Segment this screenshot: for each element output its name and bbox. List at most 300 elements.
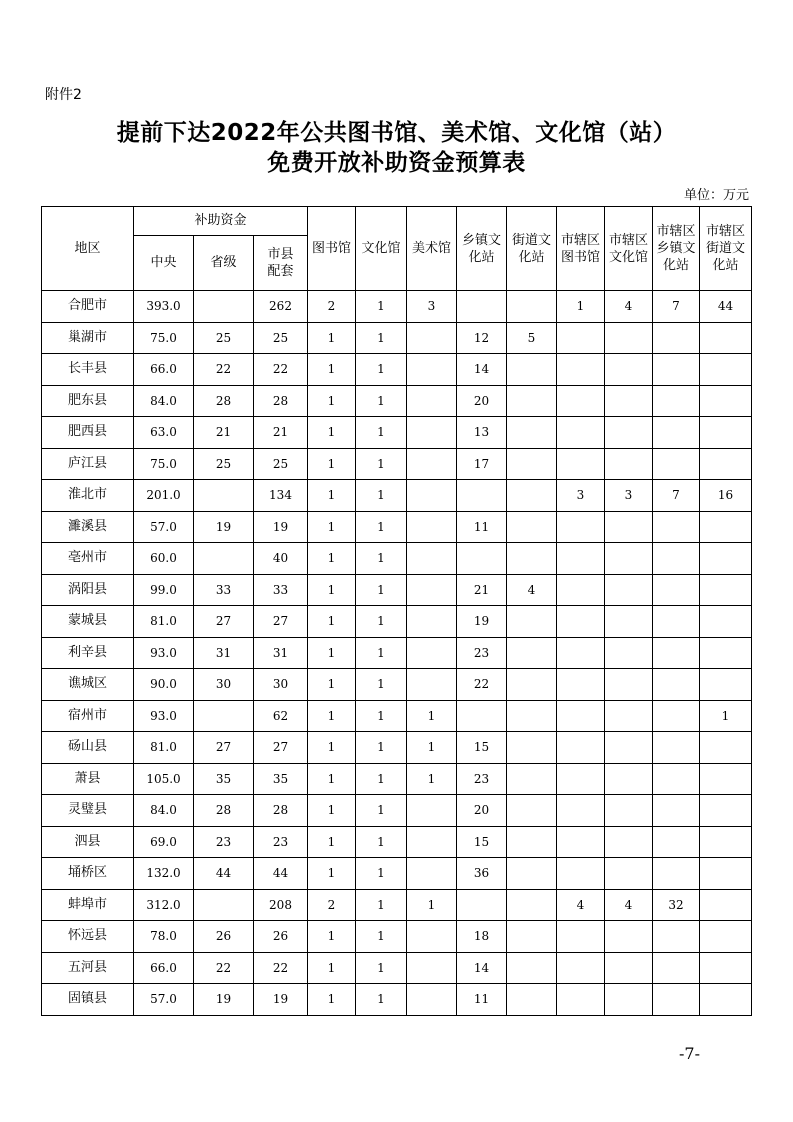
cell-central: 81.0 xyxy=(134,732,194,764)
cell-district-library xyxy=(557,606,605,638)
cell-provincial: 19 xyxy=(194,984,254,1016)
cell-district-culture: 3 xyxy=(605,480,653,512)
cell-provincial: 23 xyxy=(194,826,254,858)
cell-central: 63.0 xyxy=(134,417,194,449)
cell-region: 五河县 xyxy=(42,952,134,984)
cell-library: 1 xyxy=(308,984,356,1016)
cell-culture-center: 1 xyxy=(356,795,407,827)
cell-township-station xyxy=(457,291,507,323)
cell-street-station xyxy=(507,700,557,732)
cell-district-library xyxy=(557,732,605,764)
table-row xyxy=(42,511,752,543)
table-row xyxy=(42,574,752,606)
cell-central: 84.0 xyxy=(134,795,194,827)
table-row xyxy=(42,732,752,764)
cell-central: 99.0 xyxy=(134,574,194,606)
cell-district-library xyxy=(557,511,605,543)
cell-culture-center: 1 xyxy=(356,732,407,764)
cell-central: 81.0 xyxy=(134,606,194,638)
cell-art-museum xyxy=(407,858,457,890)
cell-provincial: 22 xyxy=(194,952,254,984)
title-line-2: 免费开放补助资金预算表 xyxy=(267,150,526,176)
cell-central: 93.0 xyxy=(134,700,194,732)
cell-central: 132.0 xyxy=(134,858,194,890)
cell-provincial: 31 xyxy=(194,637,254,669)
cell-township-station: 22 xyxy=(457,669,507,701)
table-row xyxy=(42,669,752,701)
cell-region: 濉溪县 xyxy=(42,511,134,543)
cell-provincial xyxy=(194,291,254,323)
table-row xyxy=(42,984,752,1016)
cell-central: 75.0 xyxy=(134,448,194,480)
cell-city-county: 44 xyxy=(254,858,308,890)
cell-art-museum xyxy=(407,511,457,543)
cell-culture-center: 1 xyxy=(356,385,407,417)
cell-district-township xyxy=(653,511,700,543)
table-row xyxy=(42,480,752,512)
title-line-1: 提前下达2022年公共图书馆、美术馆、文化馆（站） xyxy=(116,120,677,146)
cell-central: 69.0 xyxy=(134,826,194,858)
cell-township-station: 19 xyxy=(457,606,507,638)
table-row xyxy=(42,637,752,669)
cell-district-street xyxy=(700,385,752,417)
cell-district-street xyxy=(700,637,752,669)
cell-street-station: 4 xyxy=(507,574,557,606)
header-city-county: 市县 配套 xyxy=(254,236,308,291)
cell-culture-center: 1 xyxy=(356,417,407,449)
page-number: -7- xyxy=(679,1044,700,1063)
cell-district-library xyxy=(557,984,605,1016)
cell-city-county: 19 xyxy=(254,984,308,1016)
cell-region: 长丰县 xyxy=(42,354,134,386)
cell-culture-center: 1 xyxy=(356,984,407,1016)
cell-region: 砀山县 xyxy=(42,732,134,764)
cell-art-museum xyxy=(407,574,457,606)
cell-art-museum xyxy=(407,669,457,701)
cell-region: 萧县 xyxy=(42,763,134,795)
header-central: 中央 xyxy=(134,236,194,291)
cell-culture-center: 1 xyxy=(356,322,407,354)
cell-township-station: 13 xyxy=(457,417,507,449)
cell-district-street xyxy=(700,984,752,1016)
table-row xyxy=(42,952,752,984)
cell-district-street xyxy=(700,511,752,543)
cell-culture-center: 1 xyxy=(356,574,407,606)
cell-city-county: 19 xyxy=(254,511,308,543)
cell-provincial: 25 xyxy=(194,322,254,354)
cell-city-county: 27 xyxy=(254,606,308,638)
cell-township-station xyxy=(457,700,507,732)
cell-art-museum xyxy=(407,826,457,858)
header-district-street: 市辖区 街道文 化站 xyxy=(700,207,752,291)
cell-provincial: 44 xyxy=(194,858,254,890)
cell-region: 怀远县 xyxy=(42,921,134,953)
cell-provincial: 33 xyxy=(194,574,254,606)
attachment-label: 附件2 xyxy=(45,87,82,103)
cell-art-museum xyxy=(407,637,457,669)
cell-district-township xyxy=(653,354,700,386)
table-row xyxy=(42,795,752,827)
header-township-station: 乡镇文 化站 xyxy=(457,207,507,291)
header-district-township: 市辖区 乡镇文 化站 xyxy=(653,207,700,291)
cell-library: 1 xyxy=(308,795,356,827)
cell-township-station xyxy=(457,543,507,575)
cell-township-station: 15 xyxy=(457,732,507,764)
cell-art-museum xyxy=(407,921,457,953)
cell-art-museum xyxy=(407,385,457,417)
cell-culture-center: 1 xyxy=(356,637,407,669)
cell-provincial: 22 xyxy=(194,354,254,386)
cell-district-township: 32 xyxy=(653,889,700,921)
cell-street-station xyxy=(507,511,557,543)
cell-culture-center: 1 xyxy=(356,480,407,512)
cell-street-station xyxy=(507,606,557,638)
unit-label: 单位：万元 xyxy=(683,188,749,203)
cell-city-county: 25 xyxy=(254,322,308,354)
cell-district-culture xyxy=(605,637,653,669)
cell-region: 固镇县 xyxy=(42,984,134,1016)
cell-city-county: 62 xyxy=(254,700,308,732)
cell-district-township xyxy=(653,637,700,669)
cell-central: 393.0 xyxy=(134,291,194,323)
table-row xyxy=(42,889,752,921)
cell-region: 肥西县 xyxy=(42,417,134,449)
cell-culture-center: 1 xyxy=(356,543,407,575)
cell-district-library xyxy=(557,417,605,449)
cell-township-station xyxy=(457,889,507,921)
header-provincial: 省级 xyxy=(194,236,254,291)
cell-street-station xyxy=(507,732,557,764)
cell-street-station xyxy=(507,543,557,575)
cell-street-station xyxy=(507,448,557,480)
table-row xyxy=(42,448,752,480)
cell-region: 宿州市 xyxy=(42,700,134,732)
table-row xyxy=(42,606,752,638)
cell-township-station: 14 xyxy=(457,952,507,984)
cell-street-station xyxy=(507,889,557,921)
table-row xyxy=(42,921,752,953)
cell-street-station xyxy=(507,637,557,669)
cell-district-culture xyxy=(605,700,653,732)
cell-provincial: 26 xyxy=(194,921,254,953)
table-row xyxy=(42,417,752,449)
cell-library: 1 xyxy=(308,385,356,417)
cell-culture-center: 1 xyxy=(356,511,407,543)
cell-district-street xyxy=(700,322,752,354)
cell-culture-center: 1 xyxy=(356,448,407,480)
cell-library: 1 xyxy=(308,952,356,984)
cell-culture-center: 1 xyxy=(356,889,407,921)
cell-region: 埇桥区 xyxy=(42,858,134,890)
cell-district-street xyxy=(700,669,752,701)
header-subsidy-group: 补助资金 xyxy=(134,207,308,236)
cell-city-county: 35 xyxy=(254,763,308,795)
cell-provincial: 35 xyxy=(194,763,254,795)
cell-library: 1 xyxy=(308,322,356,354)
cell-street-station xyxy=(507,480,557,512)
cell-region: 谯城区 xyxy=(42,669,134,701)
table-row xyxy=(42,858,752,890)
cell-district-culture xyxy=(605,417,653,449)
cell-culture-center: 1 xyxy=(356,700,407,732)
cell-district-culture xyxy=(605,354,653,386)
table-row xyxy=(42,543,752,575)
cell-district-library xyxy=(557,637,605,669)
cell-provincial: 25 xyxy=(194,448,254,480)
cell-street-station xyxy=(507,984,557,1016)
cell-culture-center: 1 xyxy=(356,354,407,386)
table-row xyxy=(42,763,752,795)
cell-region: 泗县 xyxy=(42,826,134,858)
cell-library: 1 xyxy=(308,574,356,606)
cell-art-museum: 1 xyxy=(407,763,457,795)
cell-district-township: 7 xyxy=(653,480,700,512)
cell-art-museum xyxy=(407,952,457,984)
cell-district-library xyxy=(557,795,605,827)
cell-district-library xyxy=(557,354,605,386)
cell-central: 93.0 xyxy=(134,637,194,669)
cell-art-museum xyxy=(407,543,457,575)
cell-city-county: 26 xyxy=(254,921,308,953)
cell-district-library xyxy=(557,763,605,795)
cell-culture-center: 1 xyxy=(356,826,407,858)
cell-central: 312.0 xyxy=(134,889,194,921)
cell-central: 57.0 xyxy=(134,984,194,1016)
cell-art-museum xyxy=(407,984,457,1016)
cell-provincial xyxy=(194,889,254,921)
cell-city-county: 262 xyxy=(254,291,308,323)
cell-township-station: 36 xyxy=(457,858,507,890)
cell-district-culture xyxy=(605,669,653,701)
cell-district-township xyxy=(653,732,700,764)
cell-district-library: 4 xyxy=(557,889,605,921)
cell-street-station xyxy=(507,858,557,890)
cell-township-station: 23 xyxy=(457,637,507,669)
cell-district-street xyxy=(700,574,752,606)
cell-district-township xyxy=(653,952,700,984)
cell-district-culture xyxy=(605,732,653,764)
cell-central: 201.0 xyxy=(134,480,194,512)
cell-district-street xyxy=(700,732,752,764)
cell-township-station: 11 xyxy=(457,984,507,1016)
header-library: 图书馆 xyxy=(308,207,356,291)
cell-provincial: 21 xyxy=(194,417,254,449)
cell-district-library xyxy=(557,448,605,480)
cell-district-township xyxy=(653,700,700,732)
cell-region: 蚌埠市 xyxy=(42,889,134,921)
cell-city-county: 22 xyxy=(254,952,308,984)
cell-provincial xyxy=(194,480,254,512)
cell-provincial xyxy=(194,700,254,732)
cell-district-library: 3 xyxy=(557,480,605,512)
cell-district-library: 1 xyxy=(557,291,605,323)
cell-art-museum xyxy=(407,322,457,354)
cell-library: 1 xyxy=(308,763,356,795)
cell-city-county: 22 xyxy=(254,354,308,386)
cell-township-station: 17 xyxy=(457,448,507,480)
cell-art-museum xyxy=(407,448,457,480)
cell-city-county: 28 xyxy=(254,795,308,827)
cell-district-township xyxy=(653,322,700,354)
cell-library: 1 xyxy=(308,669,356,701)
cell-region: 巢湖市 xyxy=(42,322,134,354)
cell-district-library xyxy=(557,574,605,606)
cell-street-station xyxy=(507,291,557,323)
cell-library: 1 xyxy=(308,448,356,480)
cell-central: 105.0 xyxy=(134,763,194,795)
cell-district-street xyxy=(700,543,752,575)
cell-central: 75.0 xyxy=(134,322,194,354)
cell-street-station xyxy=(507,952,557,984)
cell-district-library xyxy=(557,669,605,701)
cell-township-station: 20 xyxy=(457,385,507,417)
header-district-library: 市辖区 图书馆 xyxy=(557,207,605,291)
table-body xyxy=(42,291,752,1016)
cell-art-museum xyxy=(407,417,457,449)
table-row xyxy=(42,700,752,732)
cell-district-culture xyxy=(605,385,653,417)
cell-art-museum: 1 xyxy=(407,732,457,764)
cell-district-culture: 4 xyxy=(605,291,653,323)
cell-library: 1 xyxy=(308,606,356,638)
cell-city-county: 23 xyxy=(254,826,308,858)
cell-culture-center: 1 xyxy=(356,606,407,638)
header-region: 地区 xyxy=(42,207,134,291)
cell-central: 84.0 xyxy=(134,385,194,417)
cell-culture-center: 1 xyxy=(356,669,407,701)
cell-art-museum xyxy=(407,480,457,512)
cell-library: 1 xyxy=(308,700,356,732)
cell-art-museum xyxy=(407,795,457,827)
cell-provincial: 27 xyxy=(194,732,254,764)
table-row xyxy=(42,826,752,858)
cell-street-station xyxy=(507,669,557,701)
cell-district-library xyxy=(557,385,605,417)
cell-region: 涡阳县 xyxy=(42,574,134,606)
cell-district-street xyxy=(700,763,752,795)
cell-city-county: 208 xyxy=(254,889,308,921)
cell-provincial: 19 xyxy=(194,511,254,543)
cell-street-station xyxy=(507,921,557,953)
cell-library: 1 xyxy=(308,543,356,575)
cell-district-street xyxy=(700,889,752,921)
cell-district-culture xyxy=(605,511,653,543)
cell-district-street xyxy=(700,921,752,953)
header-district-culture: 市辖区 文化馆 xyxy=(605,207,653,291)
cell-district-culture xyxy=(605,952,653,984)
cell-district-street xyxy=(700,606,752,638)
cell-central: 66.0 xyxy=(134,952,194,984)
cell-district-street xyxy=(700,858,752,890)
cell-central: 78.0 xyxy=(134,921,194,953)
cell-district-library xyxy=(557,858,605,890)
cell-district-township xyxy=(653,795,700,827)
cell-district-library xyxy=(557,921,605,953)
cell-district-street xyxy=(700,826,752,858)
cell-district-culture xyxy=(605,763,653,795)
cell-township-station: 15 xyxy=(457,826,507,858)
cell-city-county: 40 xyxy=(254,543,308,575)
cell-district-library xyxy=(557,952,605,984)
cell-central: 90.0 xyxy=(134,669,194,701)
cell-library: 1 xyxy=(308,511,356,543)
cell-art-museum: 1 xyxy=(407,700,457,732)
cell-culture-center: 1 xyxy=(356,291,407,323)
cell-central: 66.0 xyxy=(134,354,194,386)
cell-city-county: 27 xyxy=(254,732,308,764)
cell-provincial: 30 xyxy=(194,669,254,701)
cell-library: 2 xyxy=(308,291,356,323)
cell-district-township xyxy=(653,574,700,606)
cell-district-culture xyxy=(605,322,653,354)
cell-library: 1 xyxy=(308,417,356,449)
cell-art-museum: 3 xyxy=(407,291,457,323)
cell-street-station xyxy=(507,826,557,858)
cell-region: 淮北市 xyxy=(42,480,134,512)
cell-art-museum xyxy=(407,354,457,386)
cell-district-culture xyxy=(605,858,653,890)
cell-library: 1 xyxy=(308,637,356,669)
cell-library: 1 xyxy=(308,858,356,890)
cell-district-culture xyxy=(605,606,653,638)
cell-city-county: 25 xyxy=(254,448,308,480)
cell-street-station: 5 xyxy=(507,322,557,354)
cell-provincial: 28 xyxy=(194,795,254,827)
cell-township-station: 11 xyxy=(457,511,507,543)
header-art-museum: 美术馆 xyxy=(407,207,457,291)
cell-central: 57.0 xyxy=(134,511,194,543)
cell-library: 1 xyxy=(308,354,356,386)
table-row xyxy=(42,291,752,323)
cell-district-library xyxy=(557,700,605,732)
cell-district-township xyxy=(653,669,700,701)
cell-district-township xyxy=(653,858,700,890)
cell-district-township xyxy=(653,448,700,480)
cell-township-station: 20 xyxy=(457,795,507,827)
cell-city-county: 33 xyxy=(254,574,308,606)
cell-district-culture xyxy=(605,921,653,953)
cell-township-station: 14 xyxy=(457,354,507,386)
cell-city-county: 31 xyxy=(254,637,308,669)
header-culture-center: 文化馆 xyxy=(356,207,407,291)
cell-township-station: 18 xyxy=(457,921,507,953)
cell-district-township xyxy=(653,543,700,575)
cell-culture-center: 1 xyxy=(356,921,407,953)
cell-region: 肥东县 xyxy=(42,385,134,417)
cell-city-county: 30 xyxy=(254,669,308,701)
cell-region: 庐江县 xyxy=(42,448,134,480)
cell-district-street xyxy=(700,448,752,480)
cell-district-township xyxy=(653,921,700,953)
cell-district-library xyxy=(557,543,605,575)
cell-central: 60.0 xyxy=(134,543,194,575)
cell-art-museum: 1 xyxy=(407,889,457,921)
cell-region: 利辛县 xyxy=(42,637,134,669)
cell-district-street: 1 xyxy=(700,700,752,732)
table-row xyxy=(42,385,752,417)
cell-street-station xyxy=(507,385,557,417)
cell-district-street xyxy=(700,354,752,386)
cell-city-county: 21 xyxy=(254,417,308,449)
cell-region: 灵璧县 xyxy=(42,795,134,827)
cell-district-culture xyxy=(605,543,653,575)
cell-township-station xyxy=(457,480,507,512)
cell-library: 1 xyxy=(308,732,356,764)
cell-street-station xyxy=(507,417,557,449)
cell-region: 合肥市 xyxy=(42,291,134,323)
cell-street-station xyxy=(507,763,557,795)
cell-district-township xyxy=(653,417,700,449)
